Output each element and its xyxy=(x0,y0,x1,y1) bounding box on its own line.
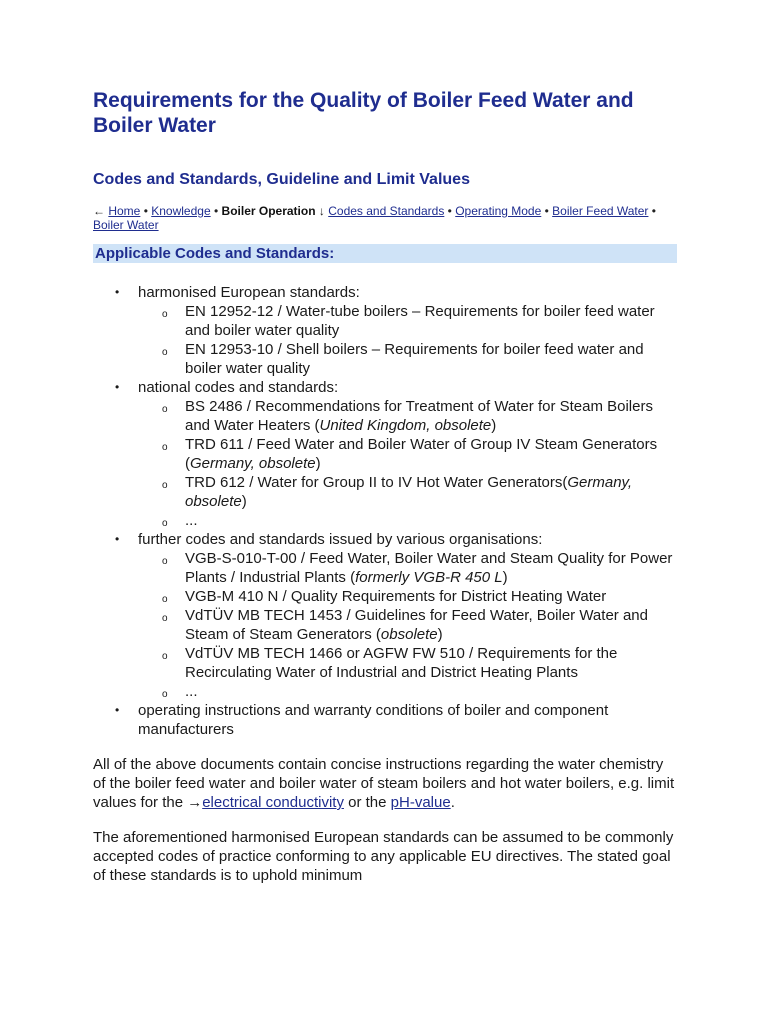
breadcrumb-separator: • xyxy=(544,204,549,218)
link-arrow-icon: → xyxy=(187,794,203,811)
sub-list-item xyxy=(138,473,677,511)
bullet-circle-icon: o xyxy=(162,613,168,624)
breadcrumb-boiler-feed-water-link[interactable]: Boiler Feed Water xyxy=(552,204,649,218)
sub-item-note: Germany, obsolete xyxy=(190,455,316,472)
sub-list-item xyxy=(138,302,677,340)
sub-item-text: TRD 611 / Feed Water and Boiler Water of Group IV Steam Generators ( xyxy=(185,436,658,472)
sub-item-ellipsis: ... xyxy=(185,512,198,529)
list-item xyxy=(93,378,677,530)
bullet-circle-icon: o xyxy=(162,518,168,529)
sub-list-item xyxy=(138,644,677,682)
breadcrumb xyxy=(93,204,677,232)
sub-item-text: BS 2486 / Recommendations for Treatment of Water for Steam Boilers and Water Heaters ( xyxy=(185,398,653,434)
breadcrumb-home-link[interactable]: Home xyxy=(108,204,141,218)
section-heading: Applicable Codes and Standards: xyxy=(93,244,677,263)
sub-item-note: obsolete xyxy=(380,626,438,643)
sub-list xyxy=(138,397,677,530)
sub-list-item xyxy=(138,397,677,435)
breadcrumb-separator: • xyxy=(213,204,219,218)
sub-item-text: EN 12953-10 / Shell boilers – Requirements for boiler feed water and boiler water quality xyxy=(185,341,644,377)
close-paren: ) xyxy=(502,569,508,586)
list-item-label: further codes and standards issued by various organisations: xyxy=(138,531,543,548)
list-item-label: harmonised European standards: xyxy=(138,284,360,301)
body-paragraph: The aforementioned harmonised European standards can be assumed to be commonly accepted codes of practice conforming to any applicable EU directives. The stated goal of these standards is to uphold minimum xyxy=(93,829,674,884)
paragraph-text: or the xyxy=(343,794,391,811)
bullet-dot-icon: • xyxy=(115,532,120,546)
bullet-dot-icon: • xyxy=(115,703,120,717)
sub-list xyxy=(138,549,677,701)
sub-list-item xyxy=(138,340,677,378)
sub-list-item xyxy=(138,587,677,606)
list-item xyxy=(93,530,677,701)
close-paren: ) xyxy=(491,417,497,434)
breadcrumb-separator: • xyxy=(447,204,452,218)
close-paren: ) xyxy=(437,626,443,643)
sub-list-item xyxy=(138,606,677,644)
electrical-conductivity-link[interactable]: electrical conductivity xyxy=(202,794,344,811)
sub-item-ellipsis: ... xyxy=(185,683,198,700)
bullet-circle-icon: o xyxy=(162,651,168,662)
ph-value-link[interactable]: pH-value xyxy=(390,794,451,811)
bullet-circle-icon: o xyxy=(162,689,168,700)
breadcrumb-separator: • xyxy=(143,204,148,218)
bullet-circle-icon: o xyxy=(162,347,168,358)
bullet-circle-icon: o xyxy=(162,442,168,453)
body-paragraph xyxy=(93,755,677,812)
sub-item-text: VGB-S-010-T-00 / Feed Water, Boiler Water and Steam Quality for Power Plants / Industrial Plants ( xyxy=(185,550,673,586)
sub-item-text: TRD 612 / Water for Group II to IV Hot Water Generators( xyxy=(185,474,568,491)
bullet-circle-icon: o xyxy=(162,309,168,320)
paragraph-text: . xyxy=(450,794,455,811)
sub-item-text: VdTÜV MB TECH 1453 / Guidelines for Feed Water, Boiler Water and Steam of Steam Generators ( xyxy=(185,607,648,643)
list-item xyxy=(93,283,677,378)
bullet-dot-icon: • xyxy=(115,285,120,299)
list-item-label: national codes and standards: xyxy=(138,379,339,396)
close-paren: ) xyxy=(315,455,321,472)
paragraph-text: All of the above documents contain concise instructions regarding the water chemistry of the boiler feed water and boiler water of steam boilers and hot water boilers, e.g. limit values for the xyxy=(93,756,675,811)
sub-list xyxy=(138,302,677,378)
sub-item-note: formerly VGB-R 450 L xyxy=(355,569,503,586)
document-page xyxy=(93,88,677,885)
down-arrow-icon: ↓ xyxy=(318,204,325,218)
bullet-circle-icon: o xyxy=(162,556,168,567)
list-item xyxy=(93,701,677,739)
sub-list-item xyxy=(138,682,677,701)
sub-list-item xyxy=(138,549,677,587)
back-arrow-icon: ← xyxy=(93,204,105,218)
breadcrumb-codes-link[interactable]: Codes and Standards xyxy=(328,204,445,218)
close-paren: ) xyxy=(241,493,247,510)
breadcrumb-operating-mode-link[interactable]: Operating Mode xyxy=(455,204,542,218)
bullet-dot-icon: • xyxy=(115,380,120,394)
breadcrumb-knowledge-link[interactable]: Knowledge xyxy=(151,204,211,218)
bullet-circle-icon: o xyxy=(162,404,168,415)
sub-list-item xyxy=(138,435,677,473)
sub-item-text: VGB-M 410 N / Quality Requirements for District Heating Water xyxy=(185,588,607,605)
sub-item-note: Germany, obsolete xyxy=(185,474,633,510)
sub-item-text: VdTÜV MB TECH 1466 or AGFW FW 510 / Requirements for the Recirculating Water of Industrial and District Heating Plants xyxy=(185,645,618,681)
breadcrumb-boiler-water-link[interactable]: Boiler Water xyxy=(93,218,159,232)
page-title: Requirements for the Quality of Boiler Feed Water and Boiler Water xyxy=(93,89,634,137)
standards-list xyxy=(93,283,677,739)
bullet-circle-icon: o xyxy=(162,480,168,491)
sub-list-item xyxy=(138,511,677,530)
list-item-label: operating instructions and warranty conditions of boiler and component manufacturers xyxy=(138,702,609,738)
bullet-circle-icon: o xyxy=(162,594,168,605)
page-subtitle: Codes and Standards, Guideline and Limit Values xyxy=(93,171,470,188)
sub-item-text: EN 12952-12 / Water-tube boilers – Requirements for boiler feed water and boiler water quality xyxy=(185,303,655,339)
breadcrumb-separator: • xyxy=(651,204,656,218)
sub-item-note: United Kingdom, obsolete xyxy=(319,417,492,434)
breadcrumb-current: Boiler Operation xyxy=(221,204,316,218)
